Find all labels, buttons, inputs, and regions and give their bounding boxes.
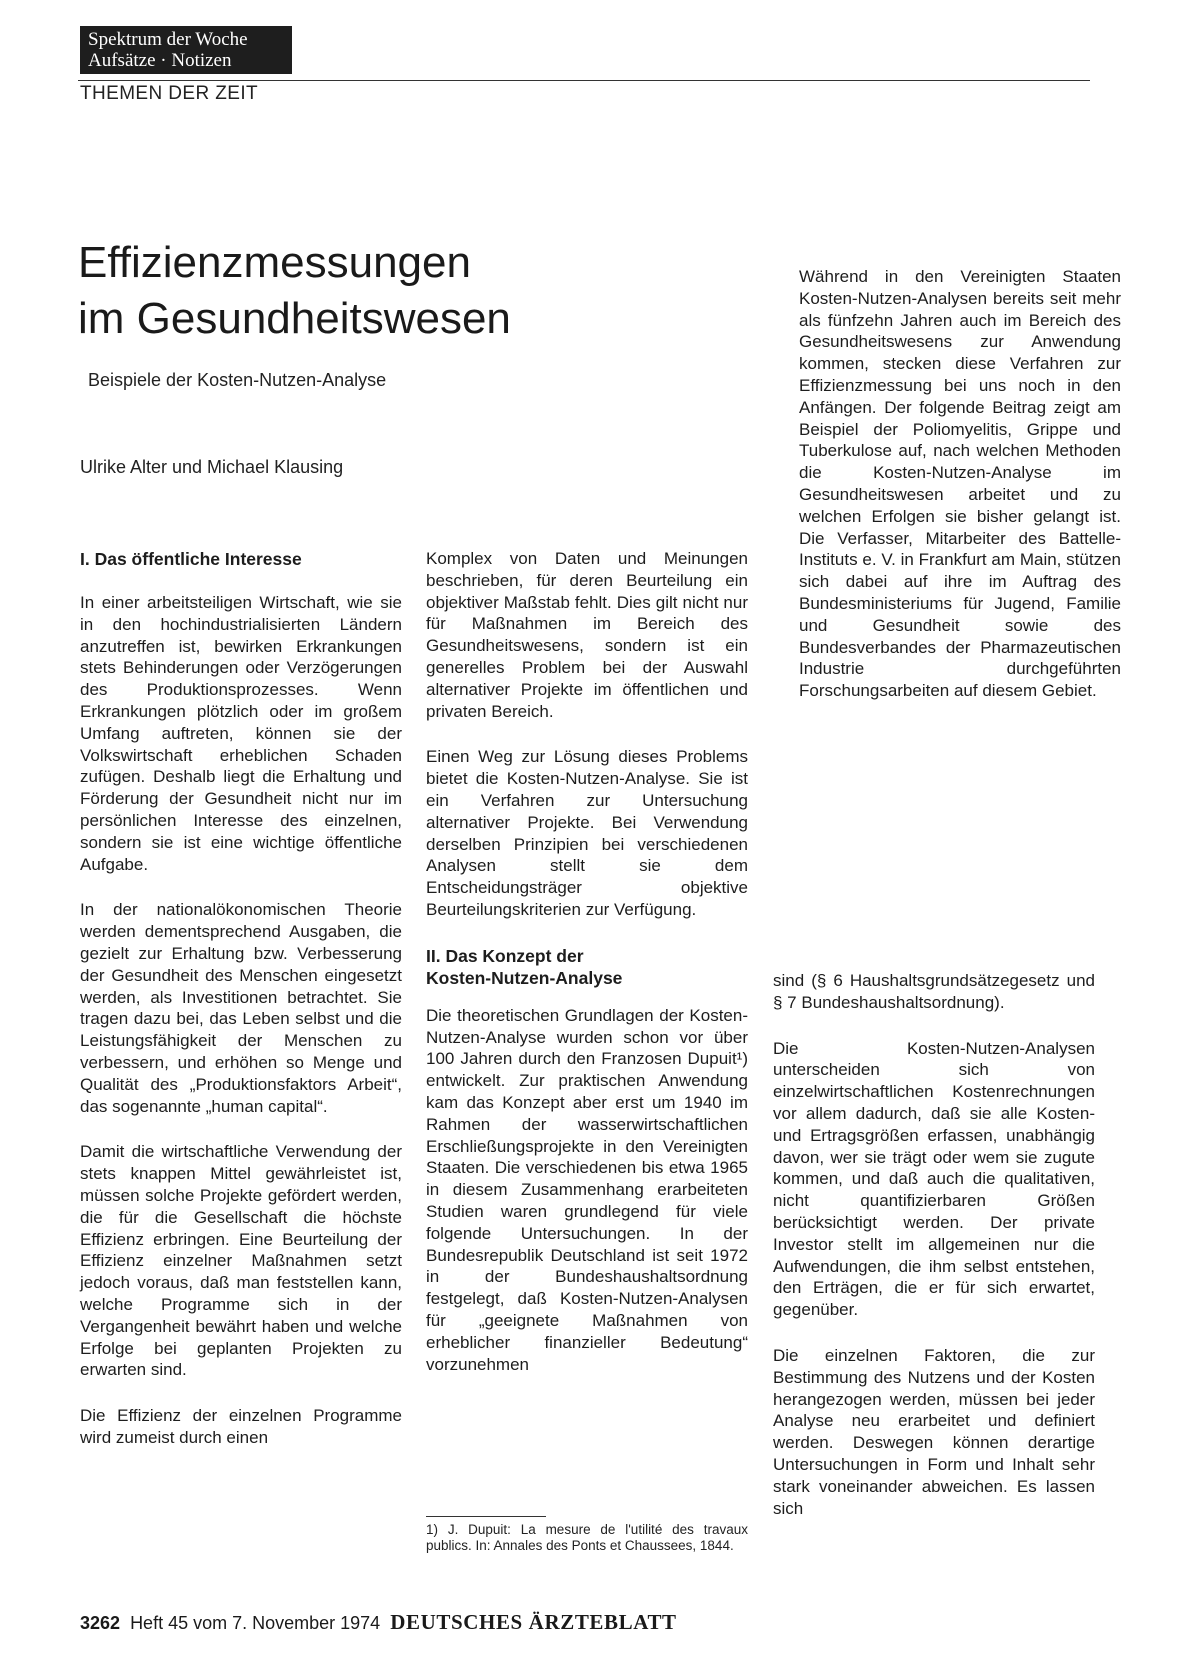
section-label: THEMEN DER ZEIT: [80, 83, 259, 104]
title-line-1: Effizienzmessungen: [78, 238, 471, 287]
page-number: 3262: [80, 1613, 121, 1633]
article-authors: Ulrike Alter und Michael Klausing: [80, 457, 344, 477]
masthead: DEUTSCHES ÄRZTEBLATT: [390, 1610, 677, 1634]
column-2: [426, 548, 748, 1399]
heading-line-2: Kosten-Nutzen-Analyse: [426, 967, 623, 988]
section-heading-2: [426, 945, 748, 989]
section-heading-1: I. Das öffentliche Interesse: [80, 549, 302, 569]
section-badge: [80, 26, 292, 74]
footnote: 1) J. Dupuit: La mesure de l'utilité des travaux publics. In: Annales des Ponts et Chaussees, 1844.: [426, 1522, 748, 1553]
badge-line-2: Aufsätze · Notizen: [88, 50, 232, 71]
article-title: [78, 235, 638, 347]
paragraph: Einen Weg zur Lösung dieses Problems bietet die Kosten-Nutzen-Analyse. Sie ist ein Verfahren zur Untersuchung alternativer Projekte. Bei Verwendung derselben Prinzipien bei verschiedenen Analysen stellt sie dem Entscheidungsträger objektive Beurteilungskriterien zur Verfügung.: [426, 747, 748, 919]
title-line-2: im Gesundheitswesen: [78, 294, 511, 343]
paragraph: In einer arbeitsteiligen Wirtschaft, wie sie in den hochindustrialisierten Ländern anzutreffen ist, bewirken Erkrankungen stets Behinderungen oder Verzögerungen des Produktionsprozesses. Wenn Erkrankungen plötzlich oder im großem Umfang auftreten, können sie der Volkswirtschaft erheblichen Schaden zufügen. Deshalb liegt die Erhaltung und Förderung der Gesundheit nicht nur im persönlichen Interesse des einzelnen, sondern sie ist eine wichtige öffentliche Aufgabe.: [80, 593, 402, 874]
intro-paragraph: Während in den Vereinigten Staaten Kosten-Nutzen-Analysen bereits seit mehr als fünfzehn Jahren auch im Bereich des Gesundheitswesens zur Anwendung kommen, stecken diese Verfahren zur Effizienzmessung bei uns noch in den Anfängen. Der folgende Beitrag zeigt am Beispiel der Poliomyelitis, Grippe und Tuberkulose auf, nach welchen Methoden die Kosten-Nutzen-Analyse im Gesundheitswesen arbeitet und zu welchen Erfolgen sie bisher gelangt ist. Die Verfasser, Mitarbeiter des Battelle-Instituts e. V. in Frankfurt am Main, stützen sich dabei auf ihre im Auftrag des Bundesministeriums für Jugend, Familie und Gesundheit sowie des Bundesverbandes der Pharmazeutischen Industrie durchgeführten Forschungsarbeiten auf diesem Gebiet.: [799, 267, 1121, 701]
badge-line-1: Spektrum der Woche: [88, 29, 248, 50]
column-1: [80, 548, 402, 1473]
paragraph: Die einzelnen Faktoren, die zur Bestimmung des Nutzens und der Kosten herangezogen werden, müssen bei jeder Analyse neu erarbeitet und definiert werden. Deswegen können derartige Untersuchungen in Form und Inhalt sehr stark voneinander abweichen. Es lassen sich: [773, 1345, 1095, 1518]
column-3: [773, 970, 1095, 1543]
intro-column: [799, 266, 1121, 726]
heading-line-1: II. Das Konzept der: [426, 945, 584, 966]
issue-info: Heft 45 vom 7. November 1974: [130, 1613, 381, 1633]
paragraph: In der nationalökonomischen Theorie werden dementsprechend Ausgaben, die gezielt zur Erhaltung bzw. Verbesserung der Gesundheit des Menschen eingesetzt werden, als Investitionen betrachtet. Sie tragen dazu bei, das Leben selbst und die Leistungsfähigkeit der Menschen zu verbessern, und erhöhen so Menge und Qualität des „Produktionsfaktors Arbeit“, das sogenannte „human capital“.: [80, 900, 402, 1116]
article-subtitle: Beispiele der Kosten-Nutzen-Analyse: [88, 370, 387, 390]
paragraph: Die Effizienz der einzelnen Programme wird zumeist durch einen: [80, 1406, 402, 1447]
paragraph: Die Kosten-Nutzen-Analysen unterscheiden sich von einzelwirtschaftlichen Kostenrechnungen vor allem dadurch, daß sie alle Kosten- und Ertragsgrößen erfassen, unabhängig davon, wer sie trägt oder wem sie zugute kommen, und daß auch die qualitativen, nicht quantifizierbaren Größen berücksichtigt werden. Der private Investor stellt im allgemeinen nur die Aufwendungen, die ihm selbst entstehen, den Erträgen, die er für sich erwartet, gegenüber.: [773, 1038, 1095, 1320]
paragraph: Die theoretischen Grundlagen der Kosten-Nutzen-Analyse wurden schon vor über 100 Jahren durch den Franzosen Dupuit¹) entwickelt. Zur praktischen Anwendung kam das Konzept aber erst um 1940 im Rahmen der wasserwirtschaftlichen Erschließungsprojekte in den Vereinigten Staaten. Die verschiedenen bis etwa 1965 in diesem Zusammenhang erarbeiteten Studien waren grundlegend für viele folgende Untersuchungen. In der Bundesrepublik Deutschland ist seit 1972 in der Bundeshaushaltsordnung festgelegt, daß Kosten-Nutzen-Analysen für „geeignete Maßnahmen von erheblicher finanzieller Bedeutung“ vorzunehmen: [426, 1005, 748, 1374]
footnote-rule: [426, 1516, 546, 1517]
paragraph: sind (§ 6 Haushaltsgrundsätzegesetz und § 7 Bundeshaushaltsordnung).: [773, 971, 1095, 1012]
paragraph: Damit die wirtschaftliche Verwendung der stets knappen Mittel gewährleistet ist, müssen solche Projekte gefördert werden, die für die Gesellschaft die höchste Effizienz erbringen. Eine Beurteilung der Effizienz einzelner Maßnahmen setzt jedoch voraus, daß man feststellen kann, welche Programme sich in der Vergangenheit bewährt haben und welche Erfolge bei geplanten Projekten zu erwarten sind.: [80, 1142, 402, 1380]
header-rule: [78, 80, 1090, 81]
page-footer: [80, 1610, 677, 1635]
paragraph: Komplex von Daten und Meinungen beschrieben, für deren Beurteilung ein objektiver Maßstab fehlt. Dies gilt nicht nur für Maßnahmen im Bereich des Gesundheitswesens, sondern ist ein generelles Problem bei der Auswahl alternativer Projekte im öffentlichen und privaten Bereich.: [426, 549, 748, 721]
